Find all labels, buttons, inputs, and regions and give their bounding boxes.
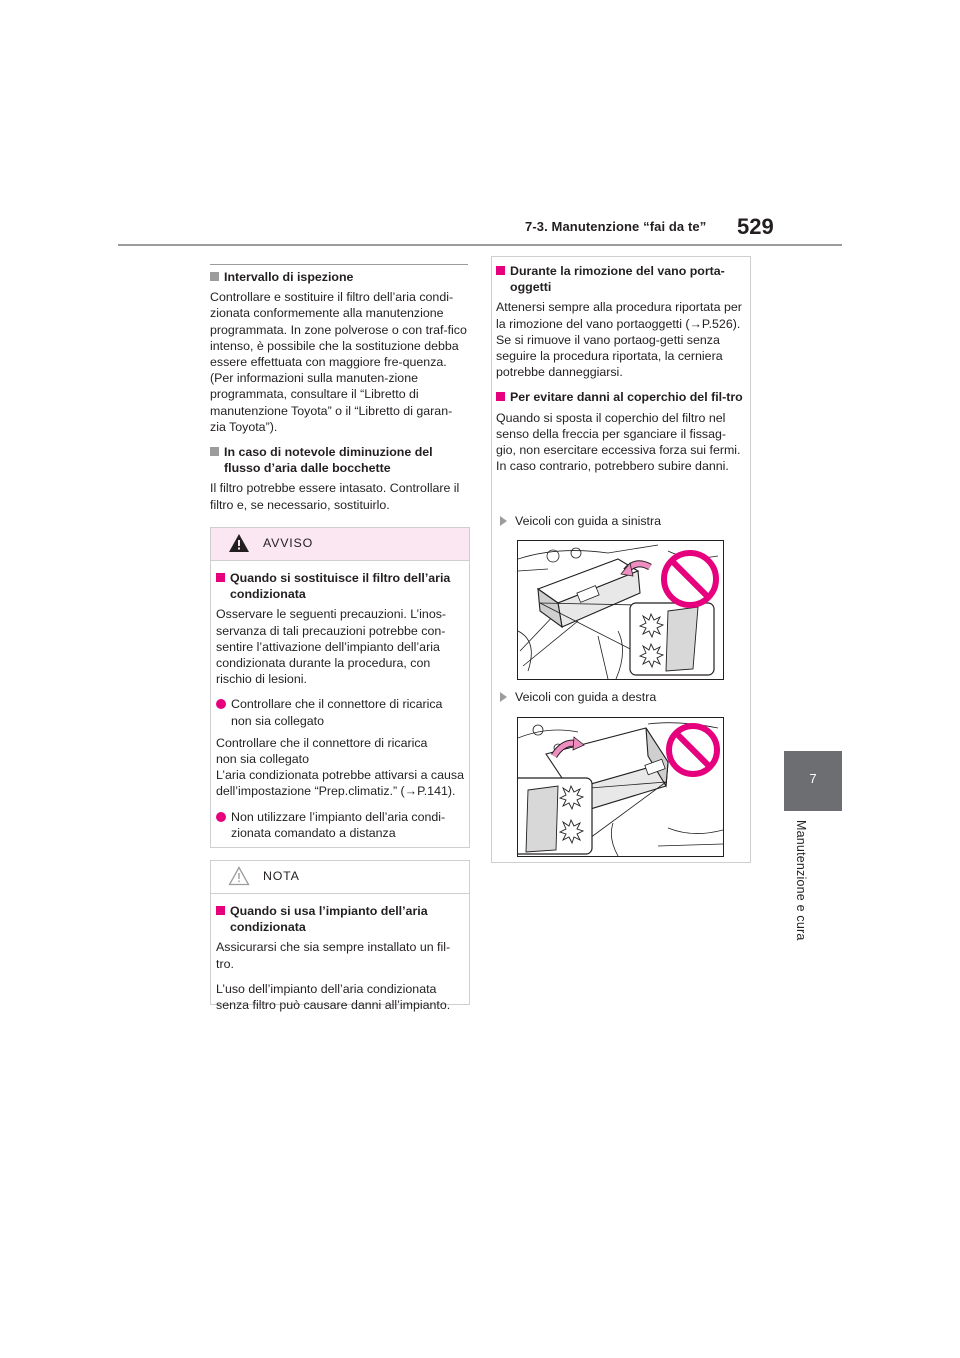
note-subhead: Quando si usa l’impianto dell’aria condizionata	[216, 903, 464, 935]
caution-triangle-icon	[228, 866, 250, 886]
note-box	[210, 860, 470, 1013]
warning-bullet-1-detail: Controllare che il connettore di ricarica non sia collegato L’aria condizionata potrebbe attivarsi a causa dell’impostazione “Prep.climatiz.” (→P.141).	[216, 735, 464, 799]
chapter-number: 7	[809, 771, 817, 786]
lhd-caption: Veicoli con guida a sinistra	[498, 513, 738, 529]
rhd-caption: Veicoli con guida a destra	[498, 689, 738, 705]
note-text-2: L’uso dell’impianto dell’aria condizionata senza filtro può causare danni all’impianto.	[216, 981, 451, 1013]
square-bullet-icon	[216, 573, 225, 582]
chapter-label: Manutenzione e cura	[794, 820, 808, 941]
right-column	[496, 263, 743, 483]
inspection-text: Controllare e sostituire il filtro dell’aria condi-zionata conformemente alla manutenzione programmata. In zone polverose o con traf-fico intenso, è possibile che la sostituzione debba essere effettuata con maggiore fre-quenza. (Per informazioni sulla manuten-zione programmata, consultare il “Libretto di manutenzione Toyota” o il “Libretto di garan-zia Toyota”).	[210, 290, 467, 434]
note-text-1: Assicurarsi che sia sempre installato un fil-tro.	[216, 940, 451, 971]
airflow-text: Il filtro potrebbe essere intasato. Controllare il filtro e, se necessario, sostituirlo.	[210, 481, 460, 512]
warning-bullet-1: Controllare che il connettore di ricarica non sia collegato	[216, 696, 464, 728]
note-body	[211, 894, 469, 1013]
square-bullet-icon	[216, 906, 225, 915]
column-divider	[210, 264, 468, 265]
warning-label: AVVISO	[263, 536, 314, 550]
round-bullet-icon	[216, 812, 226, 822]
note-header	[211, 861, 469, 894]
filter-cover-diagram	[518, 718, 723, 856]
filter-cover-diagram	[518, 541, 723, 679]
warning-box	[210, 527, 470, 848]
page-number: 529	[737, 214, 774, 239]
square-bullet-icon	[496, 266, 505, 275]
arrow-bullet-icon	[500, 692, 507, 702]
note-label: NOTA	[263, 869, 300, 883]
warning-subhead: Quando si sostituisce il filtro dell’aria condizionata	[216, 570, 464, 602]
rhd-filter-illustration	[517, 717, 724, 857]
glove-text: Attenersi sempre alla procedura riportata per la rimozione del vano portaoggetti (→P.526). Se si rimuove il vano portaog-getti senza seguire la procedura riportata, la cerniera potrebbe danneggiarsi.	[496, 300, 742, 380]
warning-triangle-icon	[228, 533, 250, 553]
warning-header	[211, 528, 469, 561]
warning-bullet-2: Non utilizzare l’impianto dell’aria condi-zionata comandato a distanza	[216, 809, 464, 841]
lhd-filter-illustration	[517, 540, 724, 680]
inspection-heading: Intervallo di ispezione	[210, 269, 468, 285]
header-divider	[118, 244, 842, 246]
square-bullet-icon	[210, 272, 219, 281]
section-title: 7-3. Manutenzione “fai da te”	[525, 219, 707, 234]
glove-heading: Durante la rimozione del vano porta-oggetti	[496, 263, 743, 295]
warning-intro: Osservare le seguenti precauzioni. L’inos-servanza di tali precauzioni potrebbe con-sentire l’attivazione dell’impianto dell’aria condizionata durante la procedura, con rischio di lesioni.	[216, 607, 447, 687]
round-bullet-icon	[216, 699, 226, 709]
square-bullet-icon	[210, 447, 219, 456]
square-bullet-icon	[496, 392, 505, 401]
left-column	[210, 269, 468, 522]
warning-body	[211, 561, 469, 841]
airflow-heading: In caso di notevole diminuzione del flusso d’aria dalle bocchette	[210, 444, 468, 476]
cover-heading: Per evitare danni al coperchio del fil-tro	[496, 389, 743, 405]
arrow-bullet-icon	[500, 516, 507, 526]
cover-text: Quando si sposta il coperchio del filtro nel senso della freccia per sganciare il fissag-gio, non esercitare eccessiva forza sui fermi. In caso contrario, potrebbero subire danni.	[496, 410, 741, 474]
